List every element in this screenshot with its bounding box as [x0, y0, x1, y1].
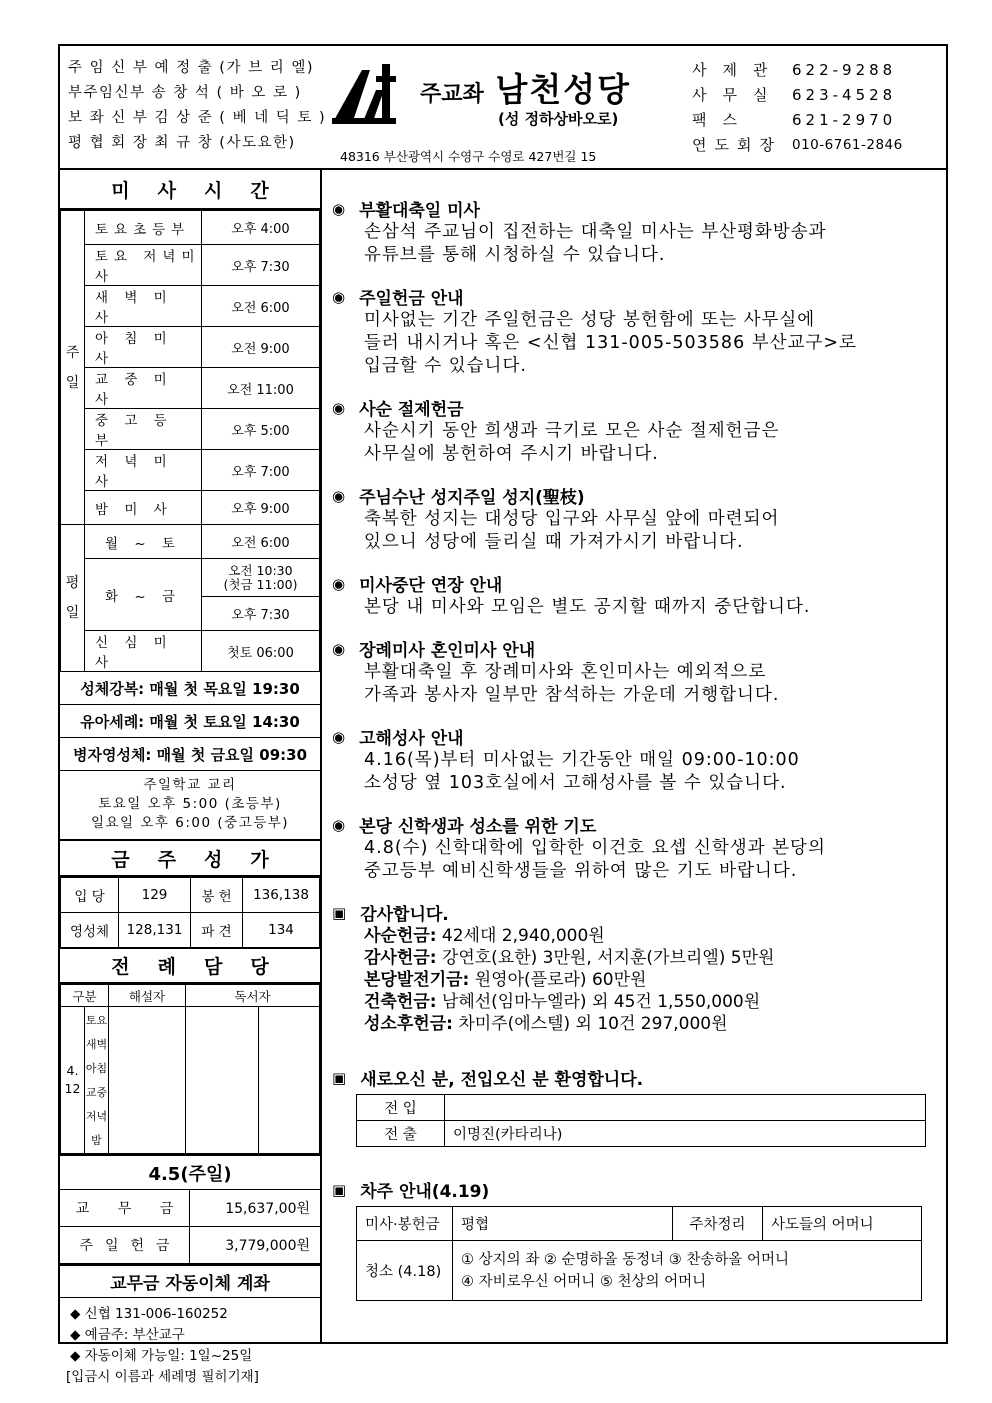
left-column — [60, 170, 322, 1385]
contact-memorial-head: 연도회장 010-6761-2846 — [692, 136, 903, 154]
school-line: 토요일 오후 5:00 (초등부) — [98, 796, 282, 812]
commentator-cell — [109, 1007, 186, 1154]
contact-office: 사무실 623-4528 — [692, 86, 897, 104]
account-note: [입금시 이름과 세례명 필히기재] — [66, 1369, 259, 1385]
mass-times-table — [60, 210, 320, 672]
thanks-item: 성소후헌금: 차미주(에스텔) 외 10건 297,000원 — [364, 1014, 728, 1034]
notice-line: 4.8(수) 신학대학에 입학한 이건호 요셉 신학생과 본당의 — [364, 838, 826, 858]
notice-title: 주일헌금 안내 — [359, 289, 464, 309]
account-line: ◆ 자동이체 가능일: 1일~25일 — [70, 1348, 253, 1364]
mass-times-title: 미사시간 — [60, 170, 320, 210]
notice-item — [332, 812, 944, 883]
mass-time: 오전 6:00 — [202, 525, 320, 559]
mass-name: 토요 저녁미사 — [85, 245, 202, 286]
thanks-item: 건축헌금: 남혜선(임마누엘라) 외 45건 1,550,000원 — [364, 992, 761, 1012]
bulletin-frame — [58, 44, 948, 1385]
finance-value: 3,779,000원 — [225, 1238, 310, 1254]
mass-time: 첫토 06:00 — [202, 631, 320, 672]
header — [60, 46, 946, 170]
clergy-assistant: 보 좌 신 부 김 상 준 ( 베 네 딕 토 ) — [68, 110, 327, 126]
next-week-label: 주차정리 — [673, 1207, 763, 1241]
col-reader: 독서자 — [186, 985, 320, 1007]
mass-time: 오전 9:00 — [202, 327, 320, 368]
liturgy-duty-table — [60, 984, 320, 1154]
cleaning-label: 청소 (4.18) — [357, 1241, 453, 1301]
mass-time: 오후 7:30 — [202, 597, 320, 631]
reader-cell — [186, 1007, 259, 1154]
hymns-table — [60, 877, 320, 948]
cleaning-line: ① 상지의 좌 ② 순명하올 동정녀 ③ 찬송하올 어머니 — [461, 1251, 789, 1268]
mass-name: 신 심 미 사 — [85, 631, 202, 672]
parish-prefix: 주교좌 — [420, 82, 484, 107]
benediction-info: 성체강복: 매월 첫 목요일 19:30 — [60, 672, 320, 705]
notice-line: 미사없는 기간 주일헌금은 성당 봉헌함에 또는 사무실에 — [364, 310, 816, 330]
next-week-table — [356, 1206, 922, 1301]
notice-line: 축복한 성지는 대성당 입구와 사무실 앞에 마련되어 — [364, 509, 780, 529]
mass-time: 오전 11:00 — [202, 368, 320, 409]
notice-line: 가족과 봉사자 일부만 참석하는 가운데 거행합니다. — [364, 685, 780, 705]
account-title: 교무금 자동이체 계좌 — [60, 1264, 320, 1298]
contact-fax: 팩스 621-2970 — [692, 111, 897, 129]
clergy-pastor: 주 임 신 부 예 정 출 (가 브 리 엘) — [68, 60, 314, 76]
infant-baptism-info: 유아세례: 매월 첫 토요일 14:30 — [60, 705, 320, 738]
duty-mass-list: 토요 새벽 아침 교중 저녁 밤 — [85, 1007, 109, 1154]
school-line: 일요일 오후 6:00 (중고등부) — [90, 815, 290, 831]
account-line: ◆ 예금주: 부산교구 — [70, 1327, 185, 1343]
mass-time: 오후 9:00 — [202, 491, 320, 525]
council-president: 평 협 회 장 최 규 창 (사도요한) — [68, 135, 296, 151]
notice-title: 부활대축일 미사 — [359, 201, 480, 221]
notice-line: 4.16(목)부터 미사없는 기간동안 매일 09:00-10:00 — [364, 750, 800, 770]
notice-item — [332, 724, 944, 795]
welcome-section — [332, 1065, 944, 1147]
next-week-label: 미사·봉헌금 — [357, 1207, 453, 1241]
square-bullet-icon: ▣ — [332, 903, 347, 922]
finance-label: 주일헌금 — [60, 1227, 190, 1263]
notice-item — [332, 284, 944, 378]
bullet-icon: ◉ — [332, 486, 346, 505]
notice-line: 손삼석 주교님이 집전하는 대축일 미사는 부산평화방송과 — [364, 222, 827, 242]
mass-time: 오후 4:00 — [202, 211, 320, 245]
col-commentator: 해설자 — [109, 985, 186, 1007]
notice-line: 중고등부 예비신학생들을 위하여 많은 기도 바랍니다. — [364, 861, 798, 881]
hymn-number: 128,131 — [119, 913, 191, 948]
hymn-label: 봉 헌 — [191, 878, 243, 913]
school-title: 주일학교 교리 — [143, 777, 237, 793]
hymn-label: 영성체 — [61, 913, 119, 948]
sunday-label: 주 일 — [61, 211, 85, 525]
sick-communion-info: 병자영성체: 매월 첫 금요일 09:30 — [60, 738, 320, 771]
notice-item — [332, 483, 944, 554]
next-week-title: 차주 안내(4.19) — [360, 1182, 490, 1202]
sunday-school-info — [60, 771, 320, 841]
parish-title — [420, 64, 631, 111]
notice-line: 사무실에 봉헌하여 주시기 바랍니다. — [364, 444, 659, 464]
weekday-label: 평 일 — [61, 525, 85, 672]
clergy-list — [68, 56, 326, 156]
account-info — [60, 1298, 320, 1388]
bullet-icon: ◉ — [332, 727, 346, 746]
finance-date: 4.5(주일) — [60, 1154, 320, 1190]
welcome-value: 이명진(카타리나) — [445, 1121, 926, 1147]
parish-name: 남천성당 — [495, 70, 631, 109]
notice-line: 유튜브를 통해 시청하실 수 있습니다. — [364, 245, 666, 265]
thanks-item: 사순헌금: 42세대 2,940,000원 — [364, 926, 605, 946]
notice-line: 있으니 성당에 들리실 때 가져가시기 바랍니다. — [364, 532, 744, 552]
col-type: 구분 — [61, 985, 109, 1007]
bullet-icon: ◉ — [332, 199, 346, 218]
bullet-icon: ◉ — [332, 287, 346, 306]
reader-cell — [259, 1007, 320, 1154]
thanks-title: 감사합니다. — [360, 905, 449, 925]
cleaning-groups — [453, 1241, 922, 1301]
welcome-value — [445, 1095, 926, 1121]
contact-rectory: 사제관 622-9288 — [692, 61, 897, 79]
notice-line: 부활대축일 후 장례미사와 혼인미사는 예외적으로 — [364, 662, 767, 682]
bullet-icon: ◉ — [332, 639, 346, 658]
next-week-section — [332, 1177, 944, 1301]
finance-value: 15,637,00원 — [225, 1201, 310, 1217]
thanks-item: 본당발전기금: 원영아(플로라) 60만원 — [364, 970, 647, 990]
notice-item — [332, 196, 944, 267]
notice-line: 본당 내 미사와 모임은 별도 공지할 때까지 중단합니다. — [364, 597, 811, 617]
mass-name: 저 녁 미 사 — [85, 450, 202, 491]
notice-item — [332, 636, 944, 707]
liturgy-duty-title: 전례담당 — [60, 948, 320, 984]
bullet-icon: ◉ — [332, 815, 346, 834]
next-week-value: 사도들의 어머니 — [763, 1207, 922, 1241]
mass-name: 교 중 미 사 — [85, 368, 202, 409]
mass-time: 오후 7:00 — [202, 450, 320, 491]
notice-line: 소성당 옆 103호실에서 고해성사를 볼 수 있습니다. — [364, 773, 787, 793]
bullet-icon: ◉ — [332, 398, 346, 417]
mass-name: 중 고 등 부 — [85, 409, 202, 450]
hymn-label: 파 견 — [191, 913, 243, 948]
finance-label: 교 무 금 — [60, 1190, 190, 1226]
parish-logo-icon — [332, 60, 412, 132]
parish-address: 48316 부산광역시 수영구 수영로 427번길 15 — [340, 149, 597, 164]
mass-time: 오전 10:30 (첫금 11:00) — [202, 559, 320, 597]
finance-row — [60, 1190, 320, 1227]
mass-name: 화 ~ 금 — [85, 559, 202, 631]
notice-line: 사순시기 동안 희생과 극기로 모은 사순 절제헌금은 — [364, 421, 780, 441]
right-column — [332, 196, 944, 1318]
welcome-label: 전 출 — [357, 1121, 445, 1147]
notice-title: 고해성사 안내 — [359, 729, 464, 749]
mass-time: 오전 6:00 — [202, 286, 320, 327]
notice-item — [332, 395, 944, 466]
mass-name: 토요초등부 — [85, 211, 202, 245]
thanks-item: 감사헌금: 강연호(요한) 3만원, 서지훈(가브리엘) 5만원 — [364, 948, 775, 968]
contact-list — [692, 58, 903, 158]
mass-time: 오후 7:30 — [202, 245, 320, 286]
parish-patron: (성 정하상바오로) — [498, 110, 619, 128]
thanks-section — [332, 900, 944, 1035]
welcome-label: 전 입 — [357, 1095, 445, 1121]
notice-title: 미사중단 연장 안내 — [359, 576, 503, 596]
account-line: ◆ 신협 131-006-160252 — [70, 1306, 228, 1322]
welcome-table — [356, 1094, 926, 1147]
duty-date: 4. 12 — [61, 1007, 85, 1154]
mass-time: 오후 5:00 — [202, 409, 320, 450]
mass-name: 새 벽 미 사 — [85, 286, 202, 327]
hymn-number: 136,138 — [243, 878, 320, 913]
notice-line: 들러 내시거나 혹은 <신협 131-005-503586 부산교구>로 — [364, 333, 857, 353]
square-bullet-icon: ▣ — [332, 1068, 347, 1087]
next-week-value: 평협 — [453, 1207, 673, 1241]
welcome-title: 새로오신 분, 전입오신 분 환영합니다. — [360, 1070, 644, 1090]
cleaning-line: ④ 자비로우신 어머니 ⑤ 천상의 어머니 — [461, 1273, 707, 1290]
square-bullet-icon: ▣ — [332, 1180, 347, 1199]
mass-name: 밤 미 사 — [85, 491, 202, 525]
hymn-label: 입 당 — [61, 878, 119, 913]
notice-title: 본당 신학생과 성소를 위한 기도 — [359, 817, 597, 837]
notice-title: 주님수난 성지주일 성지(聖枝) — [359, 488, 585, 508]
finance-row — [60, 1227, 320, 1264]
hymn-number: 129 — [119, 878, 191, 913]
notice-item — [332, 571, 944, 619]
notice-title: 사순 절제헌금 — [359, 400, 464, 420]
mass-name: 월 ~ 토 — [85, 525, 202, 559]
bullet-icon: ◉ — [332, 574, 346, 593]
notice-title: 장례미사 혼인미사 안내 — [359, 641, 536, 661]
clergy-associate: 부주임신부 송 창 석 ( 바 오 로 ) — [68, 85, 302, 101]
notice-line: 입금할 수 있습니다. — [364, 356, 527, 376]
mass-name: 아 침 미 사 — [85, 327, 202, 368]
hymn-number: 134 — [243, 913, 320, 948]
hymns-title: 금주성가 — [60, 841, 320, 877]
